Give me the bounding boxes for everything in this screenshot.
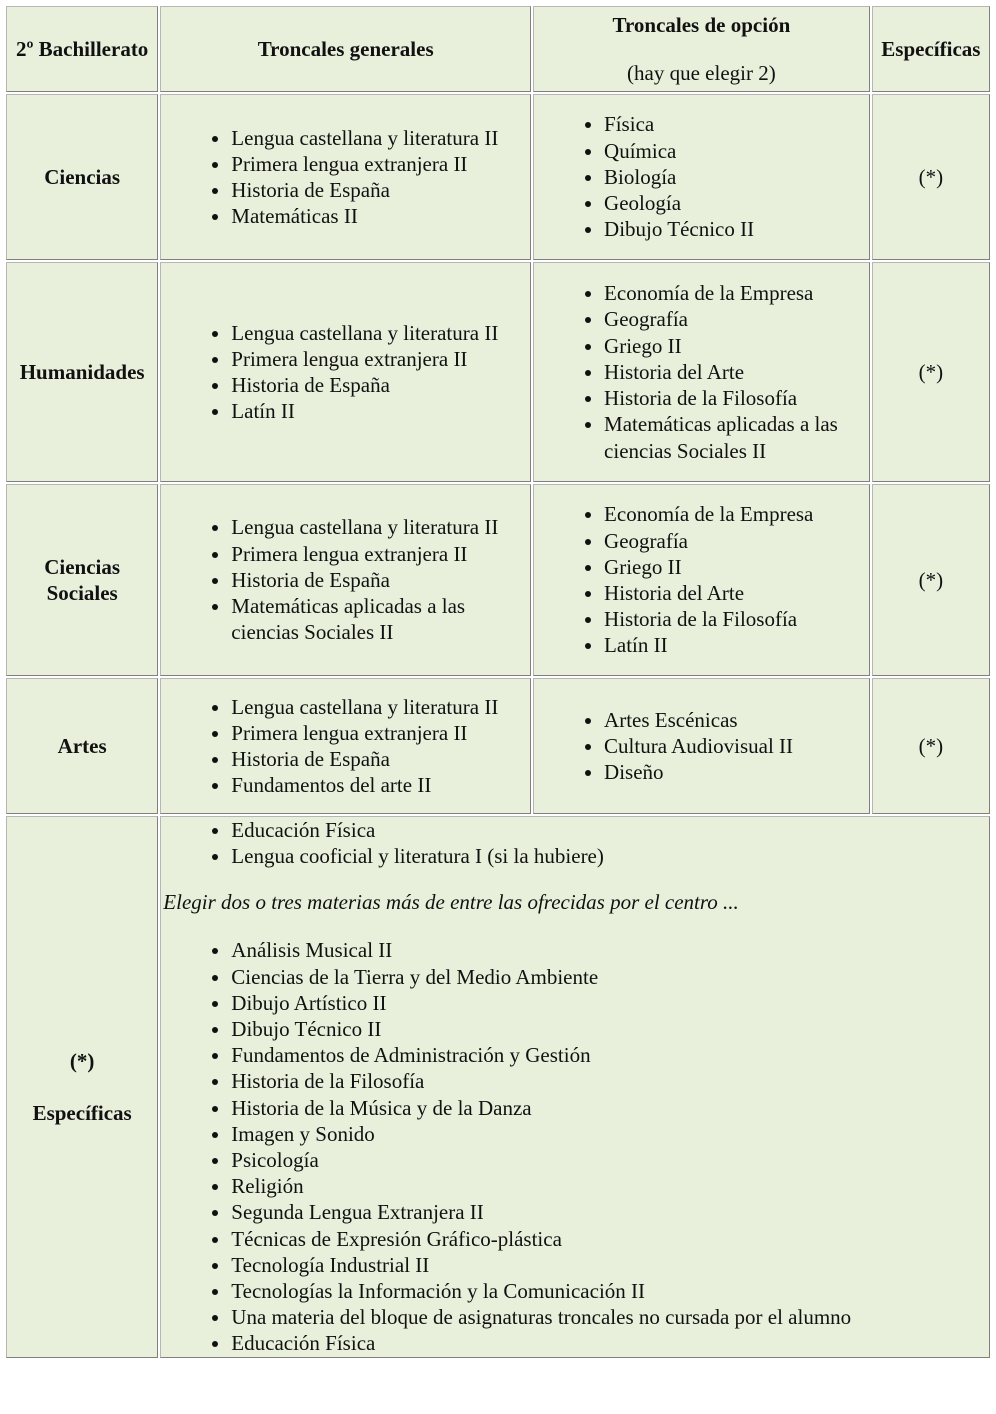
especificas-content-cell — [160, 816, 990, 1358]
list-item: • Biología — [604, 164, 867, 190]
list-item: • Lengua castellana y literatura II — [231, 320, 528, 346]
row-label: Ciencias — [6, 94, 158, 260]
especificas-label-star: (*) — [69, 1048, 95, 1073]
list-item: • Dibujo Técnico II — [604, 216, 867, 242]
opcion-cell — [533, 262, 870, 482]
page — [4, 4, 992, 1360]
list-item: • Diseño — [604, 759, 867, 785]
list-item: • Historia de la Filosofía — [231, 1068, 987, 1094]
list-item: • Fundamentos del arte II — [231, 772, 528, 798]
list-item: • Primera lengua extranjera II — [231, 720, 528, 746]
especificas-cell: (*) — [872, 678, 990, 814]
generales-list — [163, 514, 528, 645]
opcion-list — [536, 501, 867, 658]
list-item: • Imagen y Sonido — [231, 1121, 987, 1147]
row-label: Artes — [6, 678, 158, 814]
list-item: • Historia de la Filosofía — [604, 606, 867, 632]
list-item: • Latín II — [231, 398, 528, 424]
list-item: • Historia de la Música y de la Danza — [231, 1095, 987, 1121]
generales-list — [163, 320, 528, 425]
list-item: • Matemáticas aplicadas a las ciencias Sociales II — [231, 593, 528, 645]
header-troncales-opcion — [533, 6, 870, 92]
list-item: • Primera lengua extranjera II — [231, 346, 528, 372]
generales-list — [163, 694, 528, 799]
list-item: • Historia de España — [231, 177, 528, 203]
list-item: • Historia de la Filosofía — [604, 385, 867, 411]
especificas-cell: (*) — [872, 484, 990, 676]
list-item: • Educación Física — [231, 1330, 987, 1356]
list-item: • Artes Escénicas — [604, 707, 867, 733]
list-item: • Tecnologías la Información y la Comunicación II — [231, 1278, 987, 1304]
row-artes — [6, 678, 990, 814]
header-troncales-generales: Troncales generales — [160, 6, 531, 92]
especificas-label-cell — [6, 816, 158, 1358]
header-troncales-opcion-title: Troncales de opción — [612, 13, 791, 37]
list-item: • Química — [604, 138, 867, 164]
opcion-list — [536, 280, 867, 463]
list-item: • Lengua castellana y literatura II — [231, 694, 528, 720]
opcion-cell — [533, 94, 870, 260]
especificas-cell: (*) — [872, 94, 990, 260]
list-item: • Geografía — [604, 306, 867, 332]
row-label: Ciencias Sociales — [6, 484, 158, 676]
row-label: Humanidades — [6, 262, 158, 482]
list-item: • Psicología — [231, 1147, 987, 1173]
list-item: • Economía de la Empresa — [604, 501, 867, 527]
list-item: • Economía de la Empresa — [604, 280, 867, 306]
list-item: • Primera lengua extranjera II — [231, 541, 528, 567]
list-item: • Cultura Audiovisual II — [604, 733, 867, 759]
list-item: • Religión — [231, 1173, 987, 1199]
header-troncales-opcion-sub: (hay que elegir 2) — [627, 61, 776, 85]
generales-cell — [160, 262, 531, 482]
list-item: • Matemáticas II — [231, 203, 528, 229]
list-item: • Griego II — [604, 333, 867, 359]
list-item: • Tecnología Industrial II — [231, 1252, 987, 1278]
list-item: • Lengua cooficial y literatura I (si la hubiere) — [231, 843, 987, 869]
list-item: • Griego II — [604, 554, 867, 580]
especificas-options-list — [163, 937, 987, 1356]
list-item: • Historia del Arte — [604, 359, 867, 385]
especificas-mandatory-list — [163, 817, 987, 869]
list-item: • Técnicas de Expresión Gráfico-plástica — [231, 1226, 987, 1252]
row-ciencias — [6, 94, 990, 260]
opcion-list — [536, 111, 867, 242]
row-especificas — [6, 816, 990, 1358]
especificas-label: Específicas — [32, 1100, 132, 1125]
list-item: • Lengua castellana y literatura II — [231, 125, 528, 151]
list-item: • Segunda Lengua Extranjera II — [231, 1199, 987, 1225]
list-item: • Historia del Arte — [604, 580, 867, 606]
bachillerato-table — [4, 4, 992, 1360]
header-especificas: Específicas — [872, 6, 990, 92]
list-item: • Una materia del bloque de asignaturas troncales no cursada por el alumno — [231, 1304, 987, 1330]
opcion-cell — [533, 678, 870, 814]
list-item: • Dibujo Técnico II — [231, 1016, 987, 1042]
list-item: • Dibujo Artístico II — [231, 990, 987, 1016]
list-item: • Matemáticas aplicadas a las ciencias Sociales II — [604, 411, 867, 463]
list-item: • Geografía — [604, 528, 867, 554]
opcion-cell — [533, 484, 870, 676]
list-item: • Primera lengua extranjera II — [231, 151, 528, 177]
list-item: • Latín II — [604, 632, 867, 658]
generales-list — [163, 125, 528, 230]
list-item: • Geología — [604, 190, 867, 216]
generales-cell — [160, 678, 531, 814]
list-item: • Física — [604, 111, 867, 137]
row-ciencias-sociales — [6, 484, 990, 676]
generales-cell — [160, 484, 531, 676]
list-item: • Educación Física — [231, 817, 987, 843]
list-item: • Historia de España — [231, 746, 528, 772]
list-item: • Análisis Musical II — [231, 937, 987, 963]
list-item: • Ciencias de la Tierra y del Medio Ambiente — [231, 964, 987, 990]
list-item: • Historia de España — [231, 567, 528, 593]
row-humanidades — [6, 262, 990, 482]
especificas-instruction: Elegir dos o tres materias más de entre las ofrecidas por el centro ... — [163, 890, 739, 915]
list-item: • Fundamentos de Administración y Gestión — [231, 1042, 987, 1068]
generales-cell — [160, 94, 531, 260]
list-item: • Lengua castellana y literatura II — [231, 514, 528, 540]
list-item: • Historia de España — [231, 372, 528, 398]
especificas-cell: (*) — [872, 262, 990, 482]
opcion-list — [536, 707, 867, 786]
header-row — [6, 6, 990, 92]
header-course: 2º Bachillerato — [6, 6, 158, 92]
